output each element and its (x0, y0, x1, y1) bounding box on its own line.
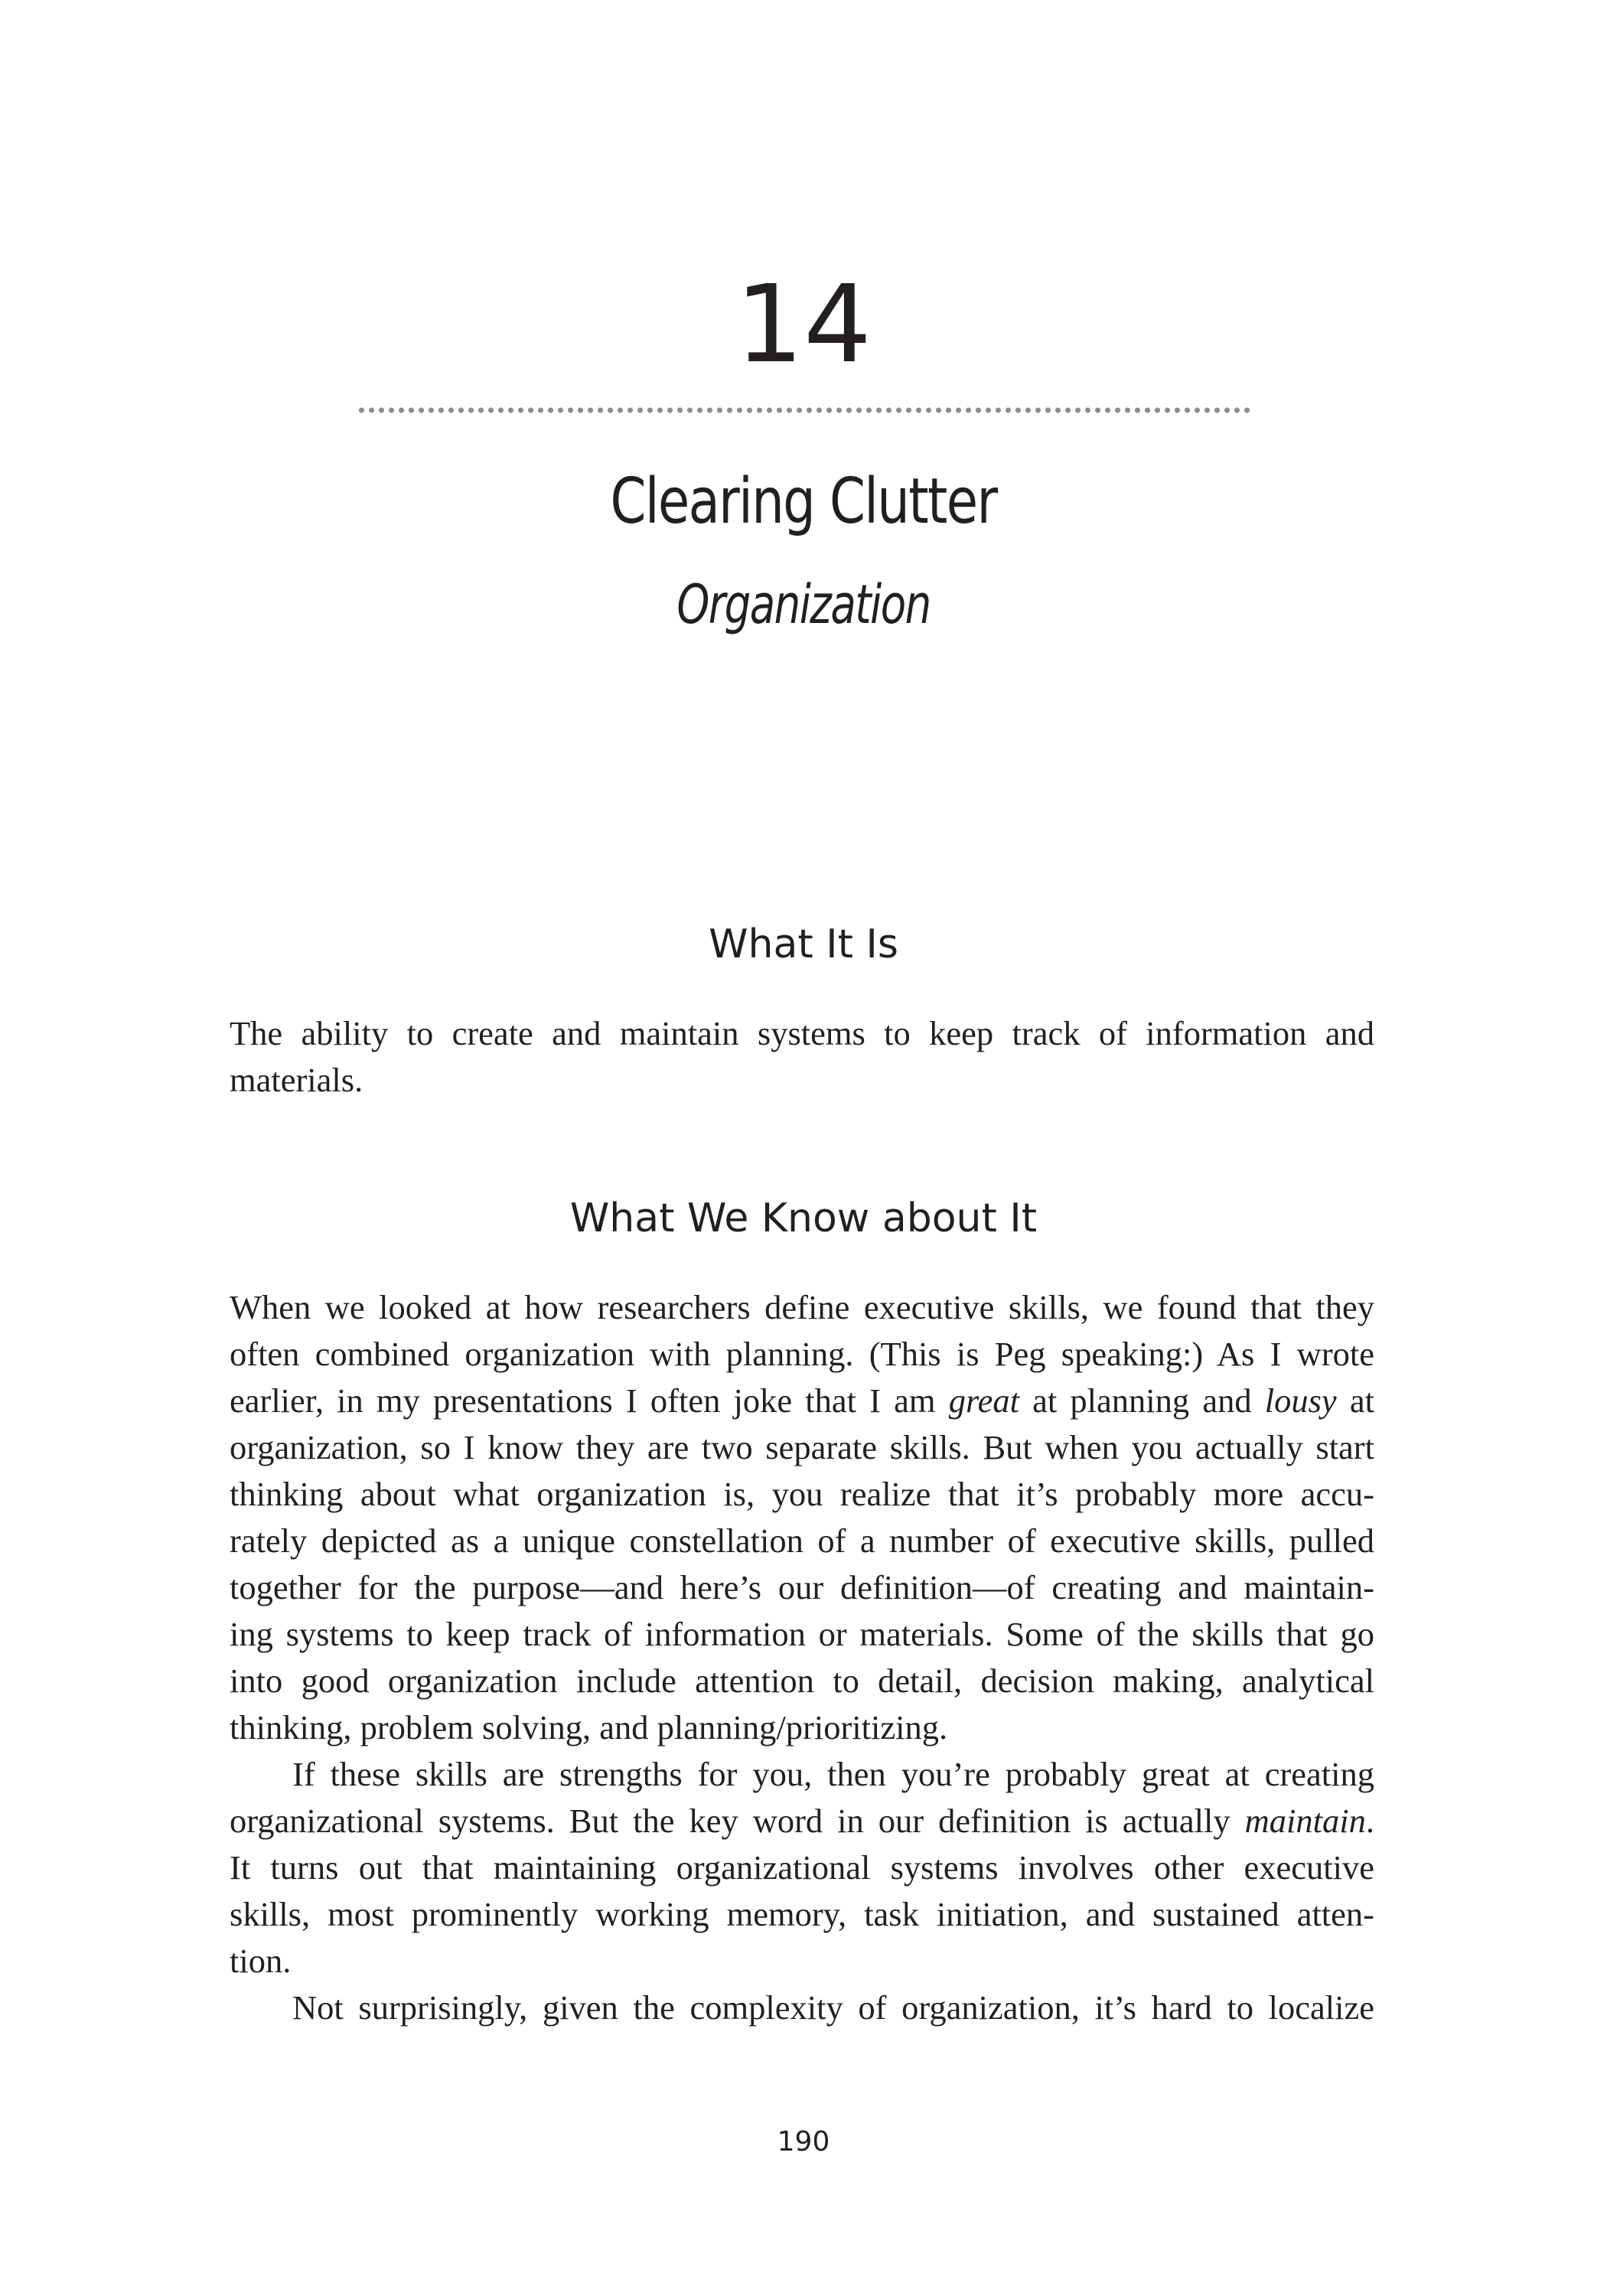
emphasis-great: great (948, 1381, 1019, 1420)
section-heading-what-we-know: What We Know about It (569, 1195, 1038, 1241)
text-line: tion. (230, 1942, 292, 1980)
text-line: If these skills are strengths for you, then you’re probably great at creating (292, 1755, 1374, 1793)
text-line: organization, so I know they are two separate skills. But when you actually start (230, 1428, 1374, 1466)
text-line: into good organization include attention to detail, decision making, analytical (230, 1662, 1374, 1700)
text-line: Not surprisingly, given the complexity of organization, it’s hard to localize (292, 1988, 1374, 2027)
emphasis-lousy: lousy (1264, 1381, 1337, 1420)
text-line: often combined organization with planning. (This is Peg speaking:) As I wrote (230, 1335, 1374, 1373)
body-text (230, 1284, 1374, 2031)
text-line: When we looked at how researchers define executive skills, we found that they (230, 1288, 1374, 1326)
text-line: thinking about what organization is, you realize that it’s probably more accu- (230, 1475, 1374, 1513)
dotted-divider (357, 406, 1250, 414)
chapter-title: Clearing Clutter (610, 465, 997, 538)
chapter-number: 14 (735, 263, 872, 387)
section-heading-what-it-is: What It Is (709, 921, 898, 967)
text-run: organizational systems. But the key word in our definition is actually (230, 1802, 1245, 1840)
emphasis-maintain: maintain (1244, 1802, 1366, 1840)
chapter-subtitle: Organization (676, 573, 931, 636)
definition-paragraph (230, 1010, 1374, 1104)
text-line: ing systems to keep track of information or materials. Some of the skills that go (230, 1615, 1374, 1653)
page-number: 190 (777, 2126, 830, 2157)
text-line: materials. (230, 1061, 363, 1099)
text-line: together for the purpose—and here’s our definition—of creating and maintain- (230, 1568, 1374, 1606)
text-run: at planning and (1019, 1381, 1265, 1420)
text-line: It turns out that maintaining organizational systems involves other executive (230, 1848, 1374, 1887)
text-line: rately depicted as a unique constellation of a number of executive skills, pulled (230, 1521, 1374, 1560)
text-line (230, 1378, 1374, 1424)
text-run: earlier, in my presentations I often joke that I am (230, 1381, 949, 1420)
text-line: skills, most prominently working memory, task initiation, and sustained atten- (230, 1895, 1374, 1933)
text-line (230, 1798, 1374, 1844)
text-line: The ability to create and maintain systems to keep track of information and (230, 1014, 1374, 1052)
text-line: thinking, problem solving, and planning/prioritizing. (230, 1708, 948, 1746)
text-run: at (1336, 1381, 1374, 1420)
text-run: . (1365, 1802, 1374, 1840)
